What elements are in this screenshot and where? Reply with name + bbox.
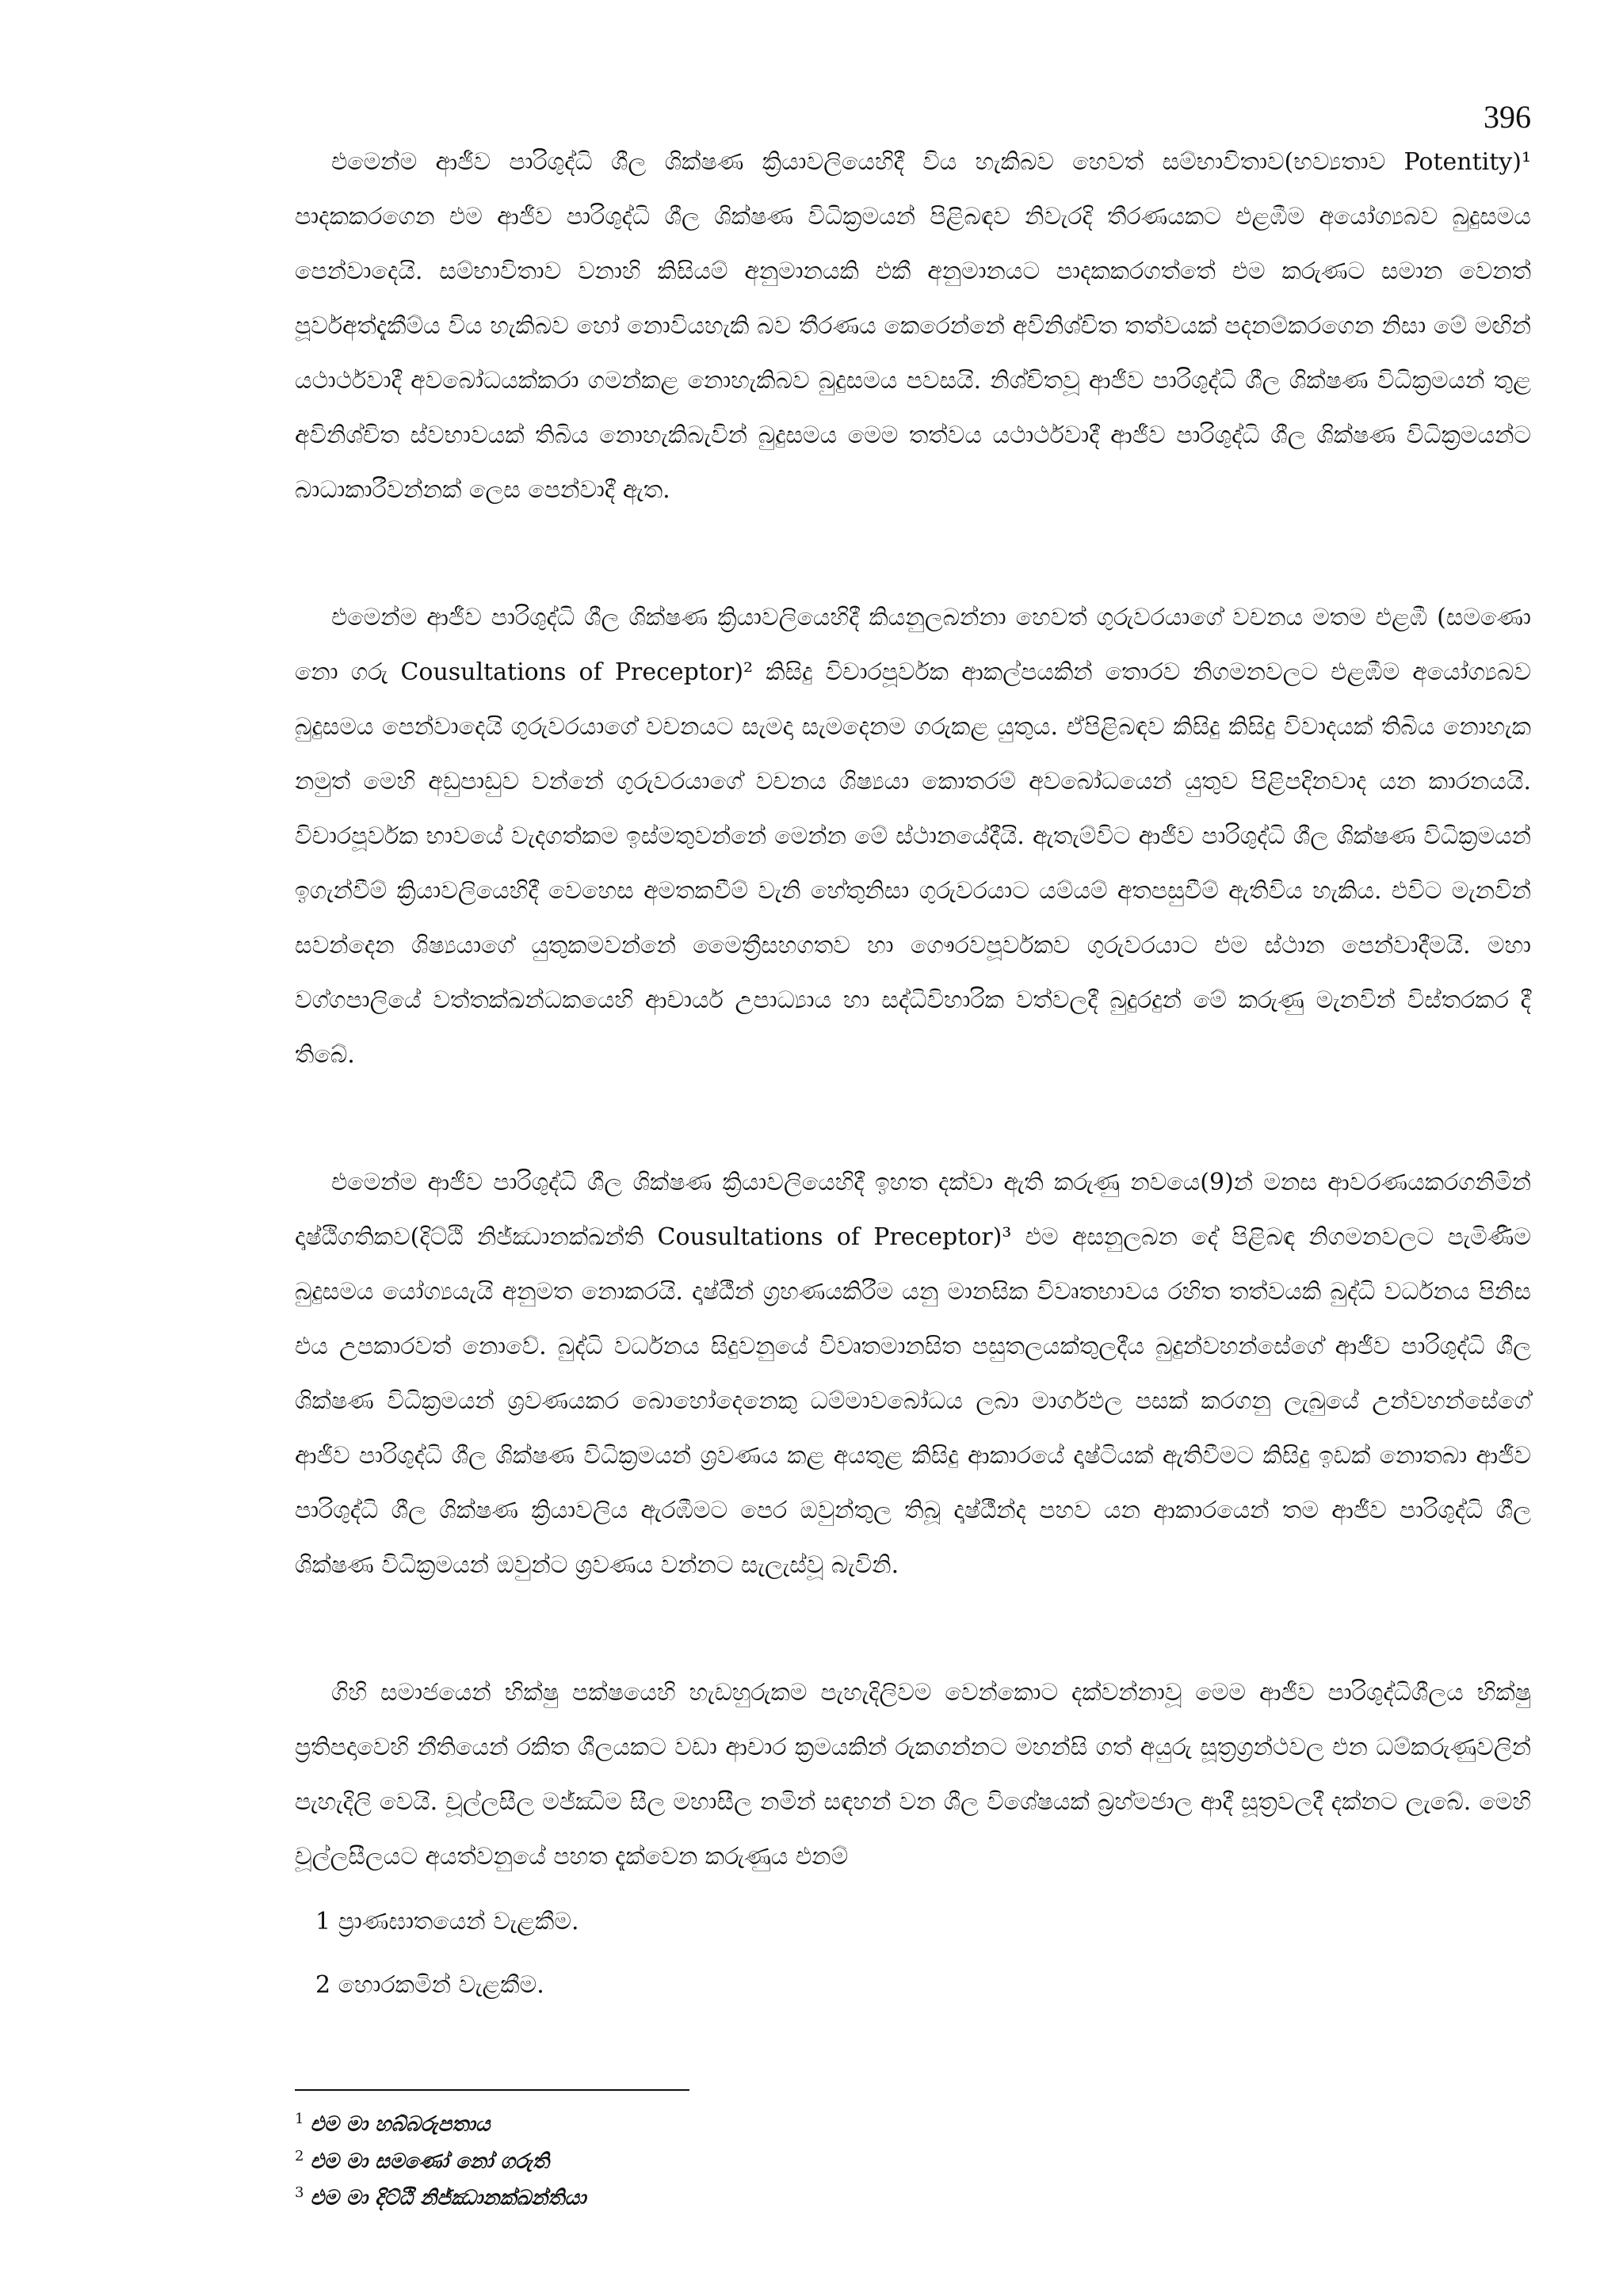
footnote — [295, 2177, 1246, 2214]
footnote-text: එම මා සමණෝ නෝ ගරුති — [310, 2149, 549, 2174]
footnote-text: එම මා දිට්ඨි නිජ්ඣානක්ඛන්තියා — [310, 2186, 586, 2210]
paragraph: එමෙන්ම ආජීව පාරිශුද්ධි ශීල ශික්ෂණ ක්‍රියාවලියෙහිදී කියනුලබන්නා හෙවත් ගුරුවරයාගේ වචනය මතම එළඹී (සමණො නො ගරු Cousultations of Preceptor)² කිසිදු විචාරපූර්වක ආකල්පයකින් තොරව නිගමනවලට එළඹීම අයෝග්‍යබව බුදුසමය පෙන්වාදෙයි ගුරුවරයාගේ වචනයට සැමදා සැමදෙනම ගරුකළ යුතුය. ඒපිළිබඳව කිසිදු කිසිදු විවාදයක් තිබිය නොහැක නමුත් මෙහි අඩුපාඩුව වන්නේ ගුරුවරයාගේ වචනය ශිෂ්‍යයා කොතරම් අවබෝධයෙන් යුතුව පිළිපදිනවාද යන කාරනයයි. විචාරපූර්වක භාවයේ වැදගත්කම ඉස්මතුවන්නේ මෙන්න මේ ස්ථානයේදීයි. ඇතැම්විට ආජීව පාරිශුද්ධි ශීල ශික්ෂණ විධික්‍රමයන් ඉගැන්වීම් ක්‍රියාවලියෙහිදී වෙහෙස අමතකවීම් වැනි හේතුනිසා ගුරුවරයාට යම්යම් අතපසුවීම් ඇතිවිය හැකිය. එවිට මැනවින් සවන්දෙන ශිෂ්‍යයාගේ යුතුකමවන්නේ මෛත්‍රීසහගතව හා ගෞරවපූර්වකව ගුරුවරයාට එම ස්ථාන පෙන්වාදීමයි. මහා වග්ගපාලියේ වත්තක්ඛන්ධකයෙහි ආචාර්ය උපාධ්‍යාය හා සද්ධිවිහාරික වත්වලදී බුදුරදුන් මේ කරුණු මැනවින් විස්තරකර දී තිබේ. — [295, 604, 1531, 1069]
list-item: 2 හොරකමින් වැළකීම. — [315, 1971, 544, 1999]
page-number: 396 — [1484, 99, 1531, 135]
footnote-text: එම මා හබ්බරුපතාය — [310, 2112, 491, 2137]
paragraph: එමෙන්ම ආජීව පාරිශුද්ධි ශීල ශික්ෂණ ක්‍රියාවලියෙහිදී ඉහත දක්වා ඇති කරුණු නවයෙ(9)න් මනස ආවරණයකරගනිමින් දෘෂ්ඨිගතිකව(දිට්ඨි නිජ්ඣානක්ඛන්ති Cousultations of Preceptor)³ එම අසනුලබන දේ පිළිබඳ නිගමනවලට පැමිණීම බුදුසමය යෝග්‍යයැයි අනුමත නොකරයි. දෘෂ්ඨීන් ග්‍රහණයකිරීම යනු මානසික විවෘතභාවය රහිත තත්වයකි බුද්ධි වර්ධනය පිනිස එය උපකාරවත් නොවේ. බුද්ධි වර්ධනය සිදුවනුයේ විවෘතමානසිත පසුතලයක්තුලදීය බුදුන්වහන්සේගේ ආජීව පාරිශුද්ධි ශීල ශික්ෂණ විධික්‍රමයන් ශ්‍රවණයකර බොහෝදෙනෙකු ධම්මාවබෝධය ලබා මාර්ගඵල පසක් කරගනු ලැබුයේ උන්වහන්සේගේ ආජීව පාරිශුද්ධි ශීල ශික්ෂණ විධික්‍රමයන් ශ්‍රවණය කළ අයතුළ කිසිදු ආකාරයේ දෘෂ්ටියක් ඇතිවීමට කිසිදු ඉඩක් නොතබා ආජීව පාරිශුද්ධි ශීල ශික්ෂණ ක්‍රියාවලිය ඇරඹීමට පෙර ඔවුන්තුල තිබූ දෘෂ්ඨීන්ද පහව යන ආකාරයෙන් තම ආජීව පාරිශුද්ධි ශීල ශික්ෂණ විධික්‍රමයන් ඔවුන්ට ශ්‍රවණය වන්නට සැලැස්වූ බැවිනි. — [295, 1169, 1531, 1579]
paragraph: ගිහි සමාජයෙන් භික්ෂු පක්ෂයෙහි හැඩහුරුකම පැහැදිලිවම වෙන්කොට දක්වන්නාවූ මෙම ආජීව පාරිශුද්ධිශීලය භික්ෂු ප්‍රතිපදාවෙහි නීතියෙන් රකිත ශීලයකට වඩා ආචාර ක්‍රමයකින් රුකගන්නට මහන්සි ගත් අයුරු සූත්‍රග්‍රන්ථවල එන ධම්කරුණුවලින් පැහැදිලි වෙයි. චූල්ලසීල මජ්ඣිම සීල මහාසීල නමින් සඳහන් වන ශීල විශේෂයක් බ්‍රහ්මජාල ආදී සූත්‍රවලදී දක්නට ලැබේ. මෙහි චූල්ලසීලයට අයත්වනුයේ පහත දැක්වෙන කරුණුය එනම් — [295, 1679, 1531, 1871]
footnote — [295, 2103, 1246, 2141]
paragraph: එමෙන්ම ආජීව පාරිශුද්ධි ශීල ශික්ෂණ ක්‍රියාවලියෙහිදී විය හැකිබව හෙවත් සම්භාවිතාව(භව්‍යතාව Potentity)¹ පාදකකරගෙන එම ආජීව පාරිශුද්ධි ශීල ශික්ෂණ විධික්‍රමයන් පිළිබඳව නිවැරදි තීරණයකට එළඹීම අයෝග්‍යබව බුදුසමය පෙන්වාදෙයි. සම්භාවිතාව වනාහි කිසියම් අනුමානයකි එකී අනුමානයට පාදකකරගත්තේ එම කරුණට සමාන වෙනත් පූර්වඅත්දැකීම්ය විය හැකිබව හෝ නොවියහැකි බව තීරණය කෙරෙන්නේ අවිනිශ්චිත තත්වයක් පදනම්කරගෙන නිසා මේ මඟින් යථාර්ථවාදී අවබෝධයක්කරා ගමන්කළ නොහැකිබව බුදුසමය පවසයි. නිශ්චිතවූ ආජීව පාරිශුද්ධි ශීල ශික්ෂණ විධික්‍රමයන් තුළ අවිනිශ්චිත ස්වභාවයක් තිබිය නොහැකිබැවින් බුදුසමය මෙම තත්වය යථාර්ථවාදී ආජීව පාරිශුද්ධි ශීල ශික්ෂණ විධික්‍රමයන්ට බාධාකාරීවන්නක් ලෙස පෙන්වාදී ඇත. — [295, 148, 1531, 504]
footnotes — [295, 2103, 1246, 2214]
footnote-mark: 1 — [295, 2111, 304, 2127]
footnote-mark: 2 — [295, 2147, 304, 2164]
body-text — [295, 135, 1531, 2017]
footnote-mark: 3 — [295, 2184, 304, 2202]
footnote — [295, 2141, 1246, 2178]
footnote-divider — [295, 2089, 689, 2091]
precept-list — [295, 1890, 1531, 2017]
list-item: 1 ප්‍රාණඝාතයෙන් වැළකීම. — [315, 1908, 579, 1936]
